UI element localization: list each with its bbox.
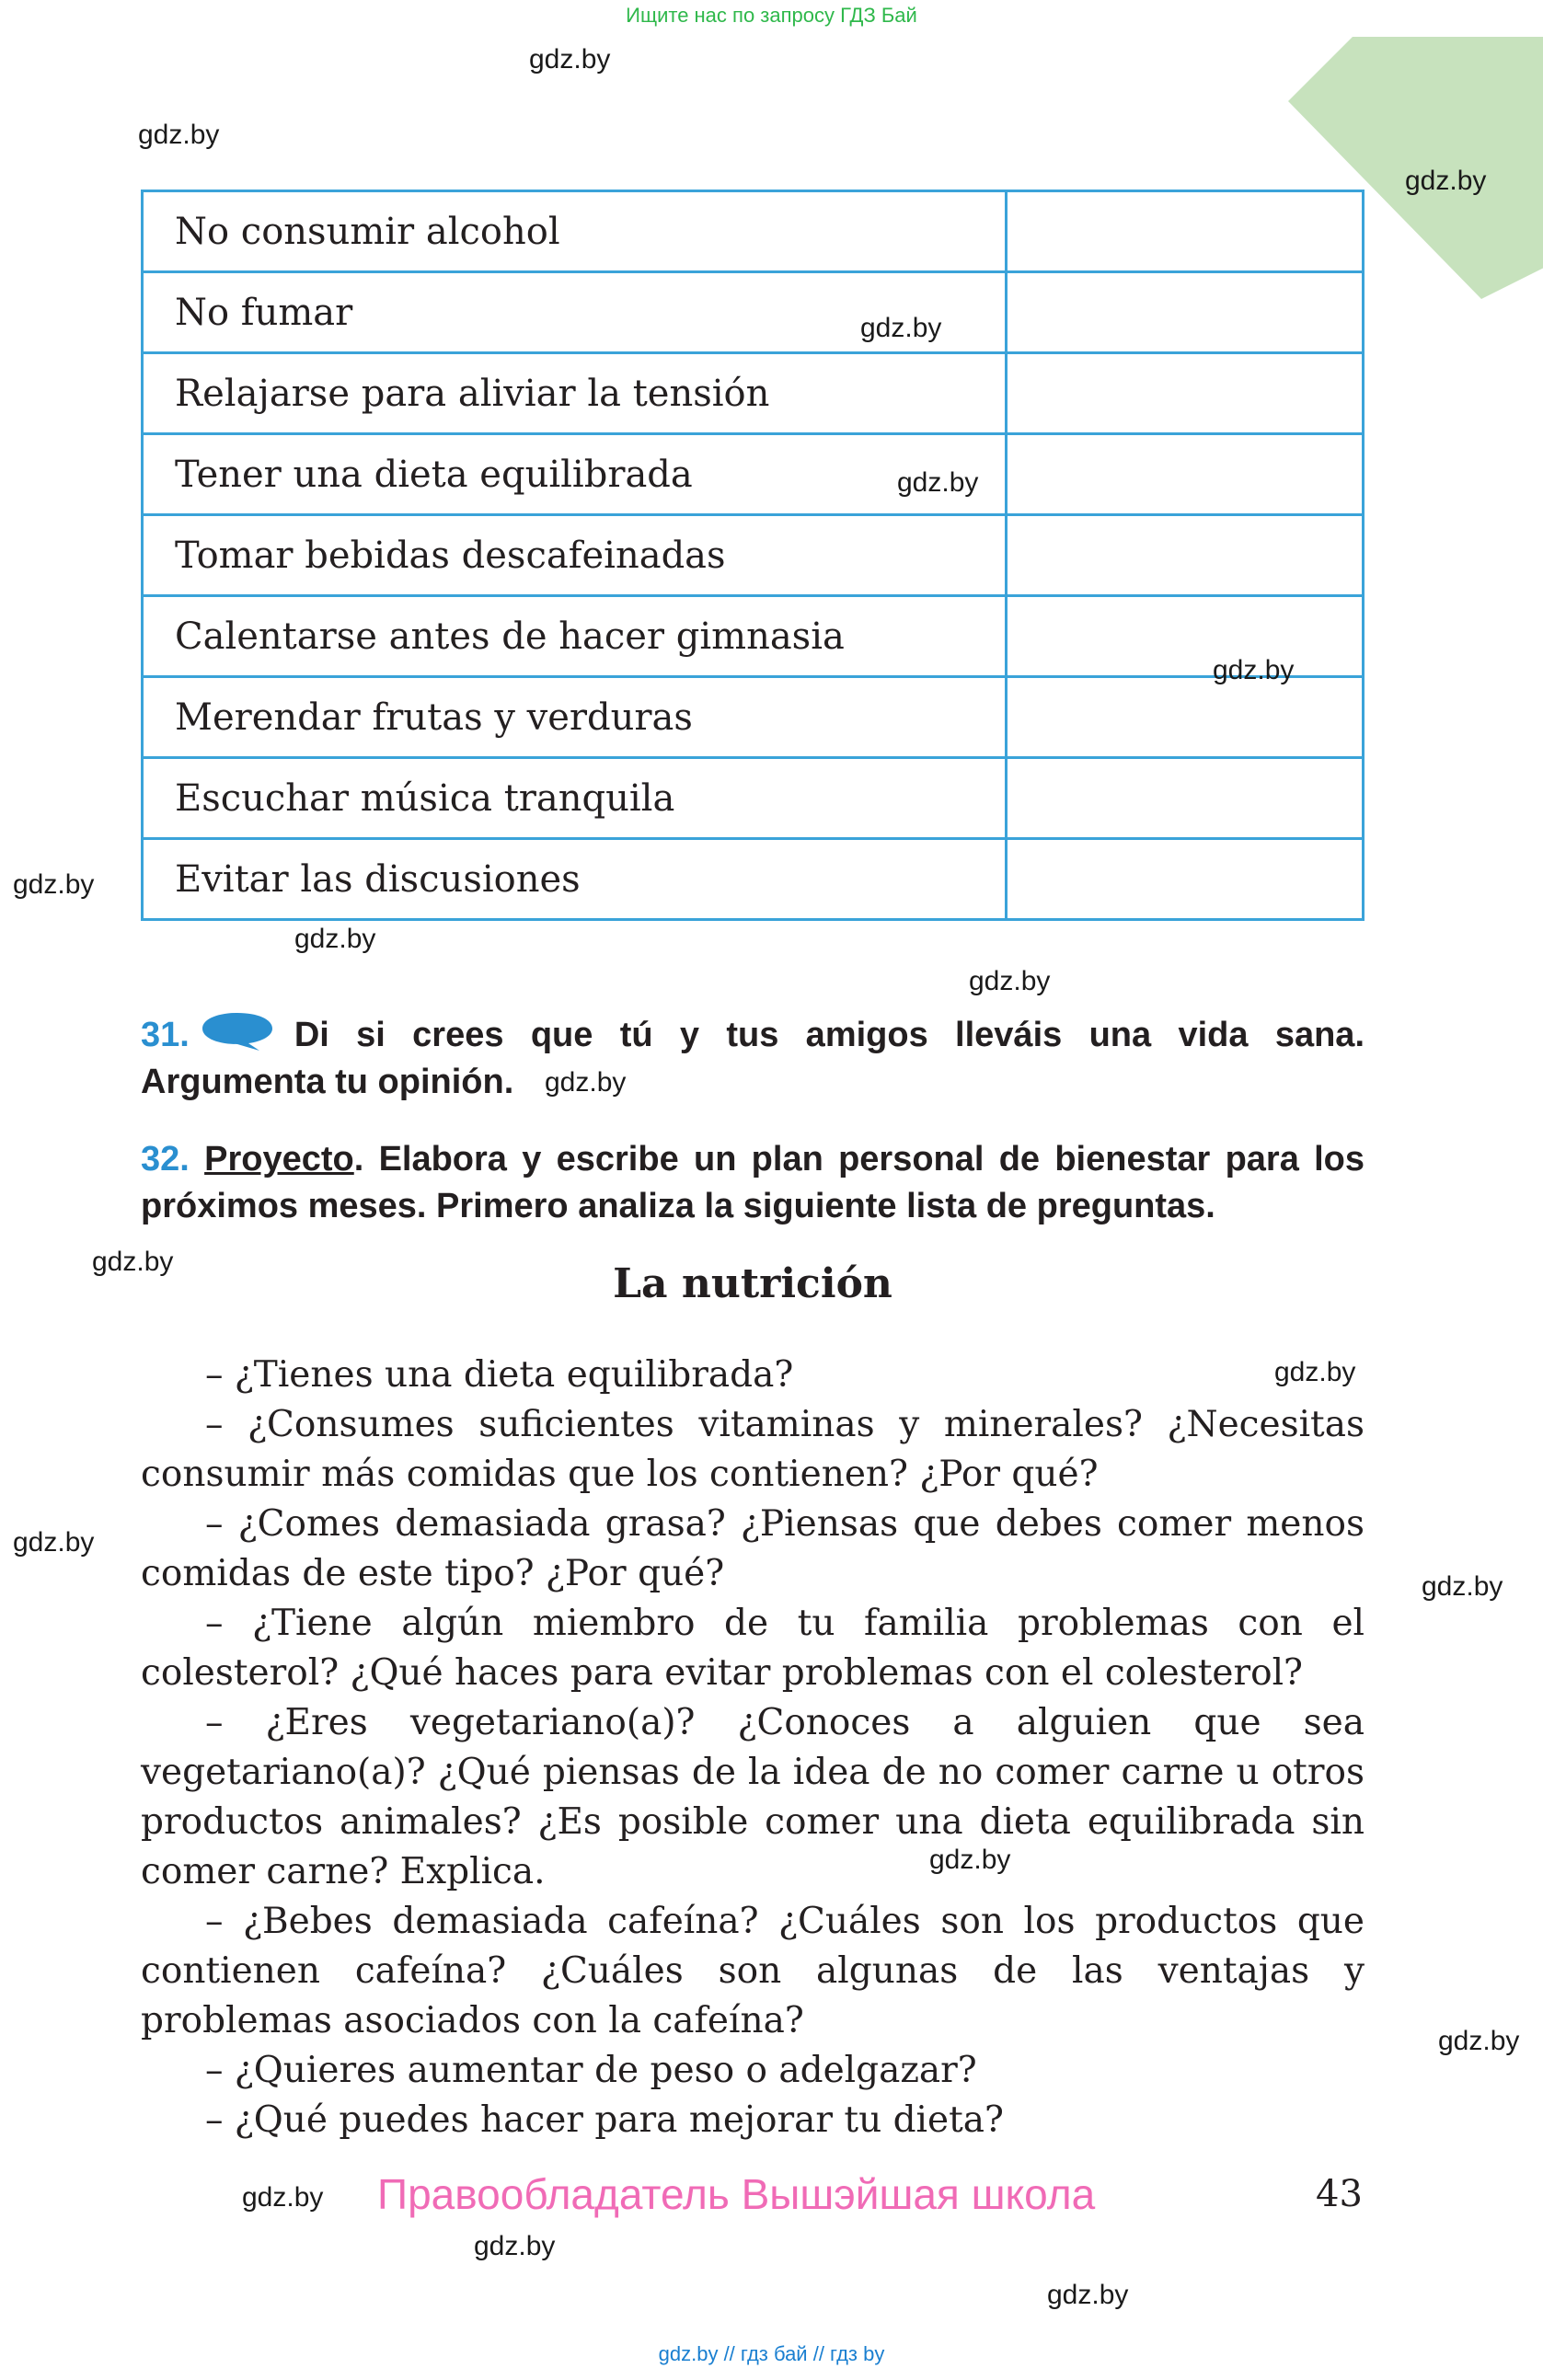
question-item: – ¿Tiene algún miembro de tu familia problemas con el colesterol? ¿Qué haces para evitar problemas con el colesterol? <box>141 1603 1365 1694</box>
task-32 <box>141 1136 1365 1230</box>
watermark: gdz.by <box>294 924 376 954</box>
table-row <box>143 191 1364 272</box>
page-number: 43 <box>1316 2173 1363 2215</box>
table-row <box>143 596 1364 677</box>
watermark: gdz.by <box>242 2182 324 2213</box>
table-answer-cell[interactable] <box>1007 272 1364 353</box>
question-item: – ¿Eres vegetariano(a)? ¿Conoces a alguien que sea vegetariano(a)? ¿Qué piensas de la idea de no comer carne u otros productos animales? ¿Es posible comer una dieta equilibrada sin comer carne? Explica. <box>141 1702 1365 1892</box>
watermark: gdz.by <box>1422 1571 1503 1602</box>
table-answer-cell[interactable] <box>1007 677 1364 758</box>
table-row <box>143 677 1364 758</box>
task-32-text: . Elabora y escribe un plan personal de bienestar para los próximos meses. Primero analiza la siguiente lista de preguntas. <box>141 1140 1365 1225</box>
speech-bubble-icon <box>201 1011 274 1052</box>
table-answer-cell[interactable] <box>1007 434 1364 515</box>
table-row <box>143 434 1364 515</box>
watermark: gdz.by <box>13 869 95 900</box>
table-row-label: Merendar frutas y verduras <box>143 677 1007 758</box>
top-search-banner[interactable]: Ищите нас по запросу ГДЗ Бай <box>626 4 917 27</box>
question-item: – ¿Consumes suficientes vitaminas y minerales? ¿Necesitas consumir más comidas que los contienen? ¿Por qué? <box>141 1404 1365 1495</box>
task-31 <box>141 1011 1365 1106</box>
table-row-label: Evitar las discusiones <box>143 839 1007 920</box>
watermark: gdz.by <box>860 313 942 343</box>
table-row-label: Tener una dieta equilibrada <box>143 434 1007 515</box>
table-answer-cell[interactable] <box>1007 191 1364 272</box>
table-answer-cell[interactable] <box>1007 758 1364 839</box>
task-31-text: Di si crees que tú y tus amigos lleváis una vida sana. Argumenta tu opinión. <box>141 1016 1365 1101</box>
watermark: gdz.by <box>545 1067 627 1098</box>
table-row <box>143 515 1364 596</box>
table-row-label: Tomar bebidas descafeinadas <box>143 515 1007 596</box>
table-row <box>143 353 1364 434</box>
question-list <box>141 1351 1365 2145</box>
table-row <box>143 272 1364 353</box>
table-row-label: No fumar <box>143 272 1007 353</box>
watermark: gdz.by <box>929 1845 1011 1875</box>
watermark: gdz.by <box>92 1247 174 1277</box>
task-31-number: 31. <box>141 1016 190 1054</box>
table-answer-cell[interactable] <box>1007 596 1364 677</box>
watermark: gdz.by <box>969 966 1051 996</box>
watermark: gdz.by <box>1274 1357 1356 1387</box>
watermark: gdz.by <box>1047 2280 1129 2310</box>
task-32-number: 32. <box>141 1140 190 1179</box>
table-answer-cell[interactable] <box>1007 515 1364 596</box>
table-row-label: No consumir alcohol <box>143 191 1007 272</box>
watermark: gdz.by <box>138 120 220 150</box>
table-answer-cell[interactable] <box>1007 353 1364 434</box>
table-row-label: Escuchar música tranquila <box>143 758 1007 839</box>
question-item: – ¿Comes demasiada grasa? ¿Piensas que debes comer menos comidas de este tipo? ¿Por qué? <box>141 1503 1365 1594</box>
bottom-links[interactable]: gdz.by // гдз бай // гдз by <box>658 2342 885 2365</box>
watermark: gdz.by <box>474 2231 556 2261</box>
question-item: – ¿Qué puedes hacer para mejorar tu dieta? <box>205 2099 1004 2141</box>
watermark: gdz.by <box>897 467 979 498</box>
question-item: – ¿Tienes una dieta equilibrada? <box>205 1354 794 1396</box>
watermark: gdz.by <box>13 1527 95 1558</box>
section-title: La nutrición <box>613 1260 892 1307</box>
copyright-owner: Правообладатель Вышэйшая школа <box>377 2170 1096 2218</box>
question-item: – ¿Bebes demasiada cafeína? ¿Cuáles son los productos que contienen cafeína? ¿Cuáles son algunas de las ventajas y problemas asociados con la cafeína? <box>141 1901 1365 2041</box>
watermark: gdz.by <box>1213 655 1295 685</box>
table-row <box>143 839 1364 920</box>
table-row <box>143 758 1364 839</box>
table-row-label: Relajarse para aliviar la tensión <box>143 353 1007 434</box>
task-32-label: Proyecto <box>204 1140 354 1179</box>
table-answer-cell[interactable] <box>1007 839 1364 920</box>
checklist-table <box>141 190 1365 921</box>
watermark: gdz.by <box>1405 166 1487 196</box>
watermark: gdz.by <box>529 44 611 75</box>
table-row-label: Calentarse antes de hacer gimnasia <box>143 596 1007 677</box>
watermark: gdz.by <box>1438 2026 1520 2056</box>
question-item: – ¿Quieres aumentar de peso o adelgazar? <box>205 2050 977 2091</box>
